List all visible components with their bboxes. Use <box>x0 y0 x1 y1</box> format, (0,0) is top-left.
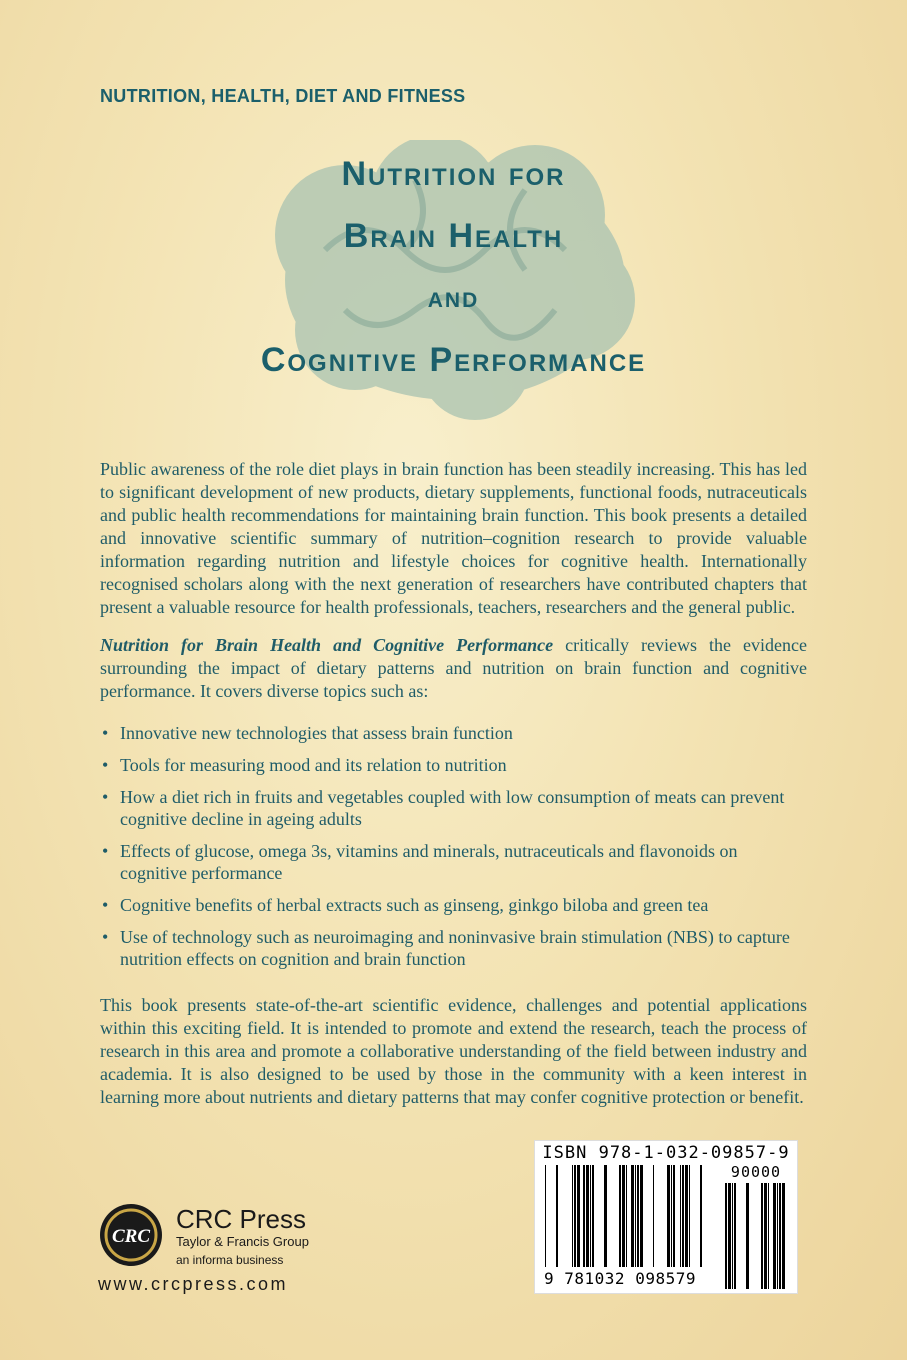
barcode-bar <box>626 1165 627 1267</box>
barcode-bar <box>592 1165 594 1267</box>
paragraph-2-text: critically reviews the evidence surrounding the impact of dietary patterns and nutrition on brain function and cognitive performance. It covers diverse topics such as: <box>100 635 807 701</box>
svg-text:CRC: CRC <box>111 1226 151 1247</box>
description-paragraph-2 <box>100 634 807 703</box>
barcode-bar <box>577 1165 580 1267</box>
barcode-bar <box>732 1183 733 1289</box>
crc-logo <box>98 1202 164 1273</box>
topics-list <box>100 722 807 980</box>
barcode-bar <box>604 1165 607 1267</box>
list-item-text: How a diet rich in fruits and vegetables coupled with low consumption of meats can prevent cognitive decline in ageing adults <box>120 787 785 829</box>
barcode-bar <box>673 1165 675 1267</box>
barcode-bar <box>640 1165 643 1267</box>
barcode-bar <box>768 1183 769 1289</box>
bullet-icon: • <box>102 723 109 743</box>
publisher-website[interactable]: www.crcpress.com <box>98 1274 289 1294</box>
list-item-text: Use of technology such as neuroimaging and noninvasive brain stimulation (NBS) to capture nutrition effects on cognition and brain function <box>120 927 790 969</box>
publisher-informa: an informa business <box>176 1253 284 1267</box>
barcode-bar <box>746 1183 749 1289</box>
list-item-text: Effects of glucose, omega 3s, vitamins and minerals, nutraceuticals and flavonoids on cognitive performance <box>120 841 738 883</box>
barcode-bar <box>682 1165 684 1267</box>
bullet-icon: • <box>102 755 109 775</box>
barcode-bar <box>773 1183 776 1289</box>
publisher-name: CRC Press <box>176 1204 307 1234</box>
list-item-text: Cognitive benefits of herbal extracts such as ginseng, ginkgo biloba and green tea <box>120 895 709 915</box>
ean-digits: 9 781032 098579 <box>544 1269 696 1288</box>
barcode-bar <box>635 1165 636 1267</box>
title-line-2: Brain Health <box>343 217 564 255</box>
barcode-bar <box>556 1165 558 1267</box>
barcode-bar <box>700 1165 702 1267</box>
barcode-bar <box>583 1165 585 1267</box>
list-item <box>100 754 807 776</box>
series-label: NUTRITION, HEALTH, DIET AND FITNESS <box>100 86 466 106</box>
barcode-bar <box>761 1183 763 1289</box>
list-item-text: Tools for measuring mood and its relation to nutrition <box>120 755 507 775</box>
barcode-bar <box>572 1165 573 1267</box>
barcode-bar <box>779 1183 781 1289</box>
barcode-bar <box>619 1165 621 1267</box>
barcode-bar <box>653 1165 654 1267</box>
barcode-bar <box>671 1165 672 1267</box>
barcode-bar <box>777 1183 778 1289</box>
barcode-bar <box>667 1165 670 1267</box>
barcode-bar <box>728 1183 731 1289</box>
bullet-icon: • <box>102 787 109 807</box>
barcode-bar <box>574 1165 576 1267</box>
list-item-text: Innovative new technologies that assess brain function <box>120 723 513 743</box>
isbn-barcode <box>534 1140 798 1294</box>
barcode-bar <box>631 1165 634 1267</box>
barcode-bar <box>622 1165 625 1267</box>
barcode-bar <box>590 1165 591 1267</box>
barcode-bar <box>685 1165 688 1267</box>
description-paragraph-3: This book presents state-of-the-art scientific evidence, challenges and potential applications within this exciting field. It is intended to promote and extend the research, teach the process of research in this area and promote a collaborative understanding of the field between industry and academia. It is also designed to be used by those in the community with a keen interest in learning more about nutrients and dietary patterns that may confer cognitive protection or benefit. <box>100 995 807 1107</box>
book-title-italic: Nutrition for Brain Health and Cognitive Performance <box>100 635 554 655</box>
barcode-bar <box>586 1165 589 1267</box>
publisher-group: Taylor & Francis Group <box>176 1234 309 1249</box>
book-title <box>0 143 907 391</box>
title-line-3: and <box>427 281 480 314</box>
bullet-icon: • <box>102 927 109 947</box>
title-line-4: Cognitive Performance <box>260 341 647 379</box>
price-addon: 90000 <box>730 1163 782 1181</box>
list-item <box>100 722 807 744</box>
barcode-bar <box>637 1165 639 1267</box>
title-line-1: Nutrition for <box>341 155 566 193</box>
barcode-bar <box>764 1183 767 1289</box>
list-item <box>100 840 807 884</box>
barcode-bar <box>545 1165 546 1267</box>
list-item <box>100 786 807 830</box>
description-paragraph-1: Public awareness of the role diet plays in brain function has been steadily increasing. This has led to significant development of new products, dietary supplements, functional foods, nutraceuticals and public health recommendations for maintaining brain function. This book presents a detailed and innovative scientific summary of nutrition–cognition research to provide valuable information regarding nutrition and lifestyle choices for cognitive health. Internationally recognised scholars along with the next generation of researchers have contributed chapters that present a valuable resource for health professionals, teachers, researchers and the general public. <box>100 459 807 617</box>
isbn-number: ISBN 978-1-032-09857-9 <box>542 1143 790 1163</box>
list-item <box>100 894 807 916</box>
barcode-bar <box>689 1165 690 1267</box>
barcode-bar <box>725 1183 727 1289</box>
list-item <box>100 926 807 970</box>
barcode-bar <box>782 1183 785 1289</box>
bullet-icon: • <box>102 895 109 915</box>
bullet-icon: • <box>102 841 109 861</box>
barcode-bar <box>734 1183 736 1289</box>
barcode-bar <box>680 1165 681 1267</box>
